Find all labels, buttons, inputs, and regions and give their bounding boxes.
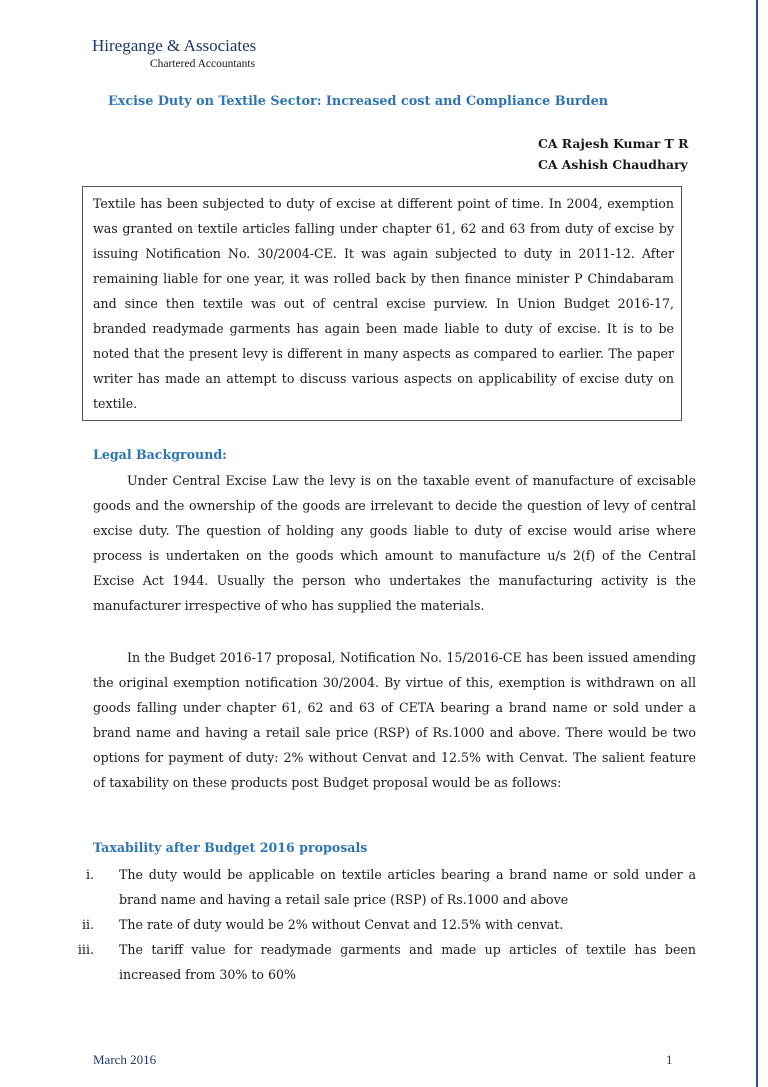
taxability-heading: Taxability after Budget 2016 proposals (93, 840, 368, 855)
list-item-number: iii. (77, 942, 94, 957)
abstract-box: Textile has been subjected to duty of excise at different point of time. In 2004, exemption was granted on textile articles falling under chapter 61, 62 and 63 from duty of excise by issuing Notification No. 30/2004-CE. It was again subjected to duty in 2011-12. After remaining liable for one year, it was rolled back by then finance minister P Chindabaram and since then textile was out of central excise purview. In Union Budget 2016-17, branded readymade garments has again been made liable to duty of excise. It is to be noted that the present levy is different in many aspects as compared to earlier. The paper writer has made an attempt to discuss various aspects on applicability of excise duty on textile. (82, 186, 682, 421)
legal-background-heading: Legal Background: (93, 447, 227, 462)
list-item-text: The duty would be applicable on textile articles bearing a brand name or sold under a brand name and having a retail sale price (RSP) of Rs.1000 and above (119, 867, 696, 907)
list-item-number: i. (85, 867, 94, 882)
document-title: Excise Duty on Textile Sector: Increased cost and Compliance Burden (108, 94, 609, 109)
firm-subtitle: Chartered Accountants (150, 58, 256, 70)
firm-name: Hiregange & Associates (92, 36, 257, 55)
author-2: CA Ashish Chaudhary (538, 157, 688, 172)
list-item-text: The rate of duty would be 2% without Cenvat and 12.5% with cenvat. (119, 917, 564, 932)
list-item-text: The tariff value for readymade garments and made up articles of textile has been increased from 30% to 60% (119, 942, 696, 982)
list-item-number: ii. (81, 917, 94, 932)
taxability-list (0, 862, 768, 987)
legal-paragraph-2: In the Budget 2016-17 proposal, Notification No. 15/2016-CE has been issued amending the original exemption notification 30/2004. By virtue of this, exemption is withdrawn on all goods falling under chapter 61, 62 and 63 of CETA bearing a brand name or sold under a brand name and having a retail sale price (RSP) of Rs.1000 and above. There would be two options for payment of duty: 2% without Cenvat and 12.5% with Cenvat. The salient feature of taxability on these products post Budget proposal would be as follows: (93, 650, 696, 790)
author-1: CA Rajesh Kumar T R (538, 136, 689, 151)
footer-date: March 2016 (93, 1052, 157, 1067)
legal-paragraph-1: Under Central Excise Law the levy is on the taxable event of manufacture of excisable goods and the ownership of the goods are irrelevant to decide the question of levy of central excise duty. The question of holding any goods liable to duty of excise would arise where process is undertaken on the goods which amount to manufacture u/s 2(f) of the Central Excise Act 1944. Usually the person who undertakes the manufacturing activity is the manufacturer irrespective of who has supplied the materials. (93, 473, 696, 613)
list-item (0, 912, 768, 937)
list-item (0, 862, 768, 912)
footer-page-number: 1 (666, 1052, 673, 1067)
list-item (0, 937, 768, 987)
